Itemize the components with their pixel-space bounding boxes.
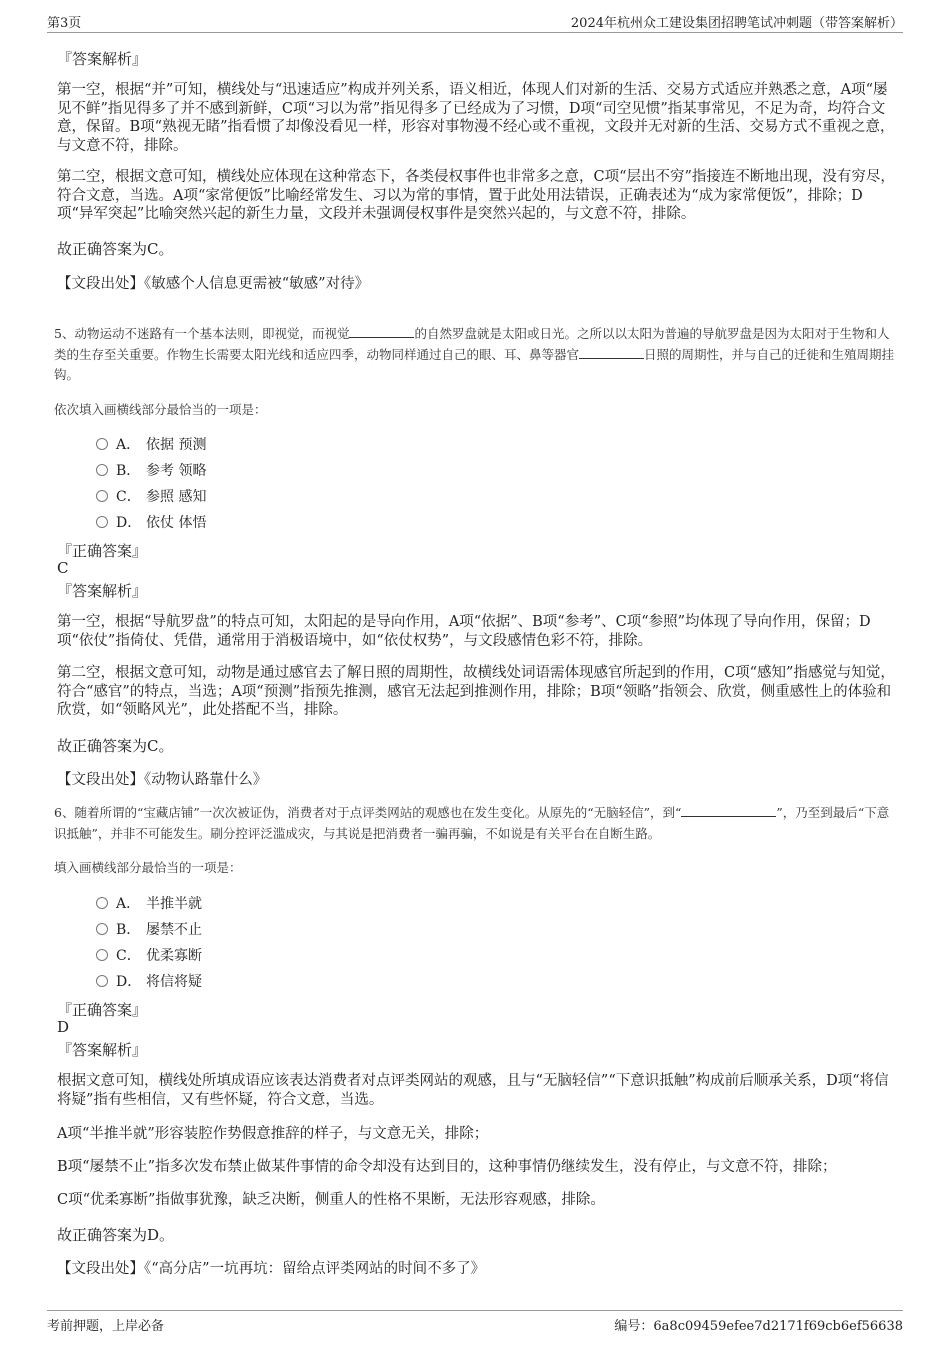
analysis-paragraph: 第一空，根据“导航罗盘”的特点可知，太阳起的是导向作用，A项“依据”、B项“参考”、C项“参照”均体现了导向作用，保留；D项“依仗”指倚仗、凭借，通常用于消极语境中，如“依仗权势”，与文段感情色彩不符，排除。 — [57, 614, 871, 649]
correct-answer: C — [57, 559, 69, 577]
question-6-stem: 6、随着所谓的“宝藏店铺”一次次被证伪，消费者对于点评类网站的观感也在发生变化。从原先的“无脑轻信”，到“ ”，乃至到最后“下意识抵触”，并非不可能发生。刷分控评泛滥成灾，与其说是把消费者一骗再骗，不如说是有关平台在自断生路。 — [54, 805, 890, 841]
analysis-paragraph: 根据文意可知，横线处所填成语应该表达消费者对点评类网站的观感，且与“无脑轻信”“下意识抵触”构成前后顺承关系，D项“将信将疑”指有些相信，又有些怀疑，符合文意，当选。 — [57, 1073, 889, 1108]
correct-answer-label: 『正确答案』 — [57, 542, 148, 560]
analysis-paragraph: 第二空，根据文意可知，动物是通过感官去了解日照的周期性，故横线处词语需体现感官所起到的作用，C项“感知”指感觉与知觉，符合“感官”的特点，当选；A项“预测”指预先推测，感官无法起到推测作用，排除；B项“领略”指领会、欣赏，侧重感性上的体验和欣赏，如“领略风光”，此处搭配不当，排除。 — [57, 665, 895, 719]
radio-icon[interactable] — [96, 949, 108, 961]
correct-answer: D — [57, 1018, 70, 1036]
answer-conclusion: 故正确答案为C。 — [57, 737, 174, 755]
radio-icon[interactable] — [96, 490, 108, 502]
blank-1 — [349, 325, 414, 338]
radio-icon[interactable] — [96, 897, 108, 909]
source-citation: 【文段出处】《敏感个人信息更需被“敏感”对待》 — [57, 276, 370, 292]
analysis-paragraph: C项“优柔寡断”指做事犹豫，缺乏决断，侧重人的性格不果断，无法形容观感，排除。 — [57, 1192, 605, 1208]
question-6-option-b[interactable]: B． 屡禁不止 — [96, 919, 202, 939]
analysis-paragraph: A项“半推半就”形容装腔作势假意推辞的样子，与文意无关，排除； — [57, 1126, 489, 1142]
page-footer — [47, 1310, 903, 1334]
footer-slogan: 考前押题，上岸必备 — [47, 1319, 165, 1334]
radio-icon[interactable] — [96, 975, 108, 987]
analysis-paragraph: 第一空，根据“并”可知，横线处与“迅速适应”构成并列关系，语义相近，体现人们对新的生活、交易方式适应并熟悉之意，A项“屡见不鲜”指见得多了并不感到新鲜，C项“习以为常”指见得多了已经成为了习惯，D项“司空见惯”指某事常见，不足为奇，均符合文意，保留。B项“熟视无睹”指看惯了却像没看见一样，形容对事物漫不经心或不重视，文段并无对新的生活、交易方式不重视之意，与文意不符，排除。 — [57, 82, 895, 154]
analysis-label: 『答案解析』 — [57, 50, 148, 68]
radio-icon[interactable] — [96, 516, 108, 528]
source-citation: 【文段出处】《动物认路靠什么》 — [57, 772, 268, 788]
question-5-option-b[interactable]: B． 参考 领略 — [96, 460, 206, 480]
radio-icon[interactable] — [96, 923, 108, 935]
question-5-option-d[interactable]: D． 依仗 体悟 — [96, 512, 206, 532]
document-code: 编号：6a8c09459efee7d2171f69cb6ef56638 — [614, 1319, 903, 1334]
analysis-label: 『答案解析』 — [57, 1041, 148, 1059]
page-number: 第3页 — [47, 16, 82, 31]
answer-conclusion: 故正确答案为D。 — [57, 1226, 175, 1244]
question-5-option-a[interactable]: A． 依据 预测 — [96, 434, 206, 454]
question-5-option-c[interactable]: C． 参照 感知 — [96, 486, 206, 506]
blank-1 — [681, 804, 776, 817]
answer-conclusion: 故正确答案为C。 — [57, 240, 174, 258]
page-header — [47, 12, 903, 33]
document-title: 2024年杭州众工建设集团招聘笔试冲刺题（带答案解析） — [570, 16, 903, 31]
question-6-prompt: 填入画横线部分最恰当的一项是： — [54, 860, 242, 875]
question-6-option-a[interactable]: A． 半推半就 — [96, 893, 202, 913]
question-6-option-c[interactable]: C． 优柔寡断 — [96, 945, 202, 965]
blank-2 — [579, 346, 644, 359]
question-5-prompt: 依次填入画横线部分最恰当的一项是： — [54, 402, 267, 417]
analysis-paragraph: B项“屡禁不止”指多次发布禁止做某件事情的命令却没有达到目的，这种事情仍继续发生，没有停止，与文意不符，排除； — [57, 1159, 837, 1175]
analysis-label: 『答案解析』 — [57, 582, 148, 600]
radio-icon[interactable] — [96, 464, 108, 476]
correct-answer-label: 『正确答案』 — [57, 1001, 148, 1019]
question-5-stem: 5、动物运动不迷路有一个基本法则，即视觉，而视觉 的自然罗盘就是太阳或日光。之所以以太阳为普遍的导航罗盘是因为太阳对于生物和人类的生存至关重要。作物生长需要太阳光线和适应四季，动物同样通过自己的眼、耳、鼻等器官 日照的周期性，并与自己的迁徙和生殖周期挂钩。 — [54, 326, 895, 382]
question-6-option-d[interactable]: D． 将信将疑 — [96, 971, 202, 991]
analysis-paragraph: 第二空，根据文意可知，横线处应体现在这种常态下，各类侵权事件也非常多之意，C项“层出不穷”指接连不断地出现，没有穷尽，符合文意，当选。A项“家常便饭”比喻经常发生、习以为常的事情，置于此处用法错误，正确表述为“成为家常便饭”，排除；D项“异军突起”比喻突然兴起的新生力量，文段并未强调侵权事件是突然兴起的，与文意不符，排除。 — [57, 169, 895, 223]
source-citation: 【文段出处】《“高分店”一坑再坑：留给点评类网站的时间不多了》 — [57, 1261, 486, 1277]
radio-icon[interactable] — [96, 438, 108, 450]
